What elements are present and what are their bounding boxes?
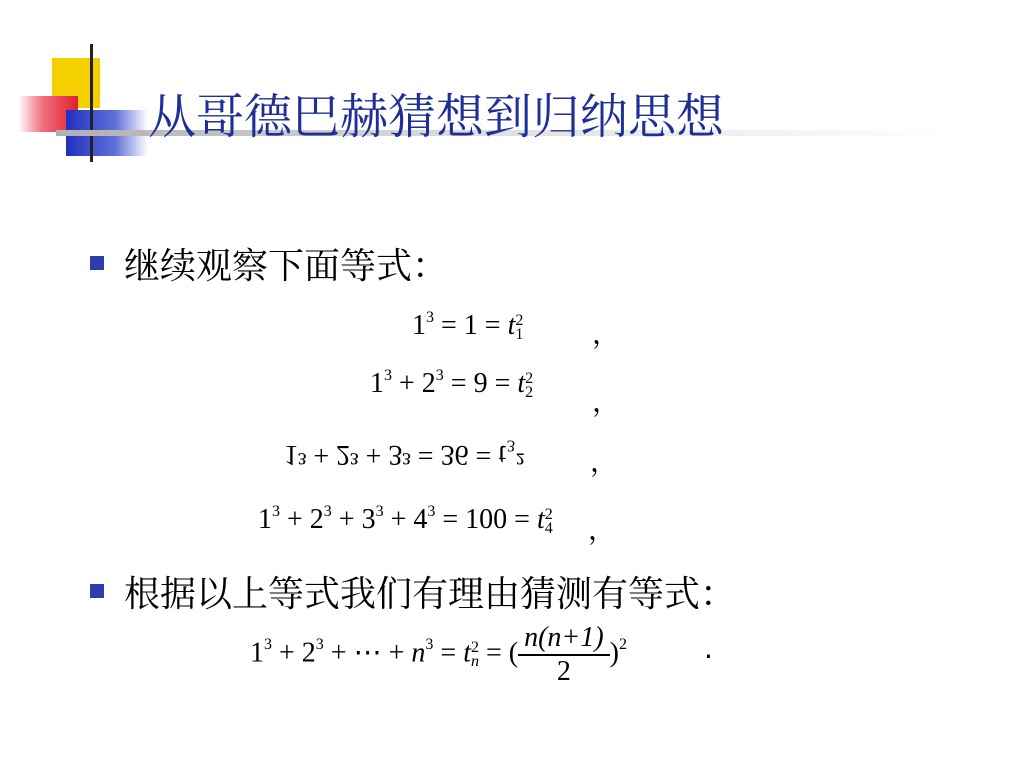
equation-4: $1^3 + 2^3 + 3^3 + 4^3 = 100 = t$ 2 4 bbox=[258, 503, 553, 537]
equation-3: 1³ + 2³ + 3³ = 36 = t₃² bbox=[284, 439, 525, 470]
title-decoration bbox=[0, 0, 150, 170]
equation-4-punct: ， bbox=[588, 513, 617, 546]
equation-1: $1^3 = 1 = t$ 2 1 bbox=[412, 309, 524, 343]
fraction: $\frac{n(n+1)}{2}$ bbox=[518, 622, 610, 688]
slide-title: 从哥德巴赫猜想到归纳思想 bbox=[148, 89, 725, 145]
bullet-text-1: 继续观察下面等式： bbox=[124, 246, 449, 287]
bullet-marker-1 bbox=[90, 256, 104, 270]
equation-5-punct: · bbox=[704, 640, 713, 673]
equation-5: $1^3 + 2^3$ + ⋯ + $n^3 = t$ 2 n = ( $\frac{n(n+1)}{2}$ )$^2$ bbox=[250, 622, 627, 687]
equation-2: $1^3 + 2^3 = 9 = t$ 2 2 bbox=[370, 367, 534, 401]
equation-1-punct: ， bbox=[592, 317, 621, 350]
deco-vertical-line bbox=[90, 44, 93, 162]
equation-3-punct: ， bbox=[590, 445, 619, 478]
bullet-text-2: 根据以上等式我们有理由猜测有等式： bbox=[124, 574, 737, 615]
bullet-marker-2 bbox=[90, 584, 104, 598]
equation-2-punct: ， bbox=[592, 385, 621, 418]
